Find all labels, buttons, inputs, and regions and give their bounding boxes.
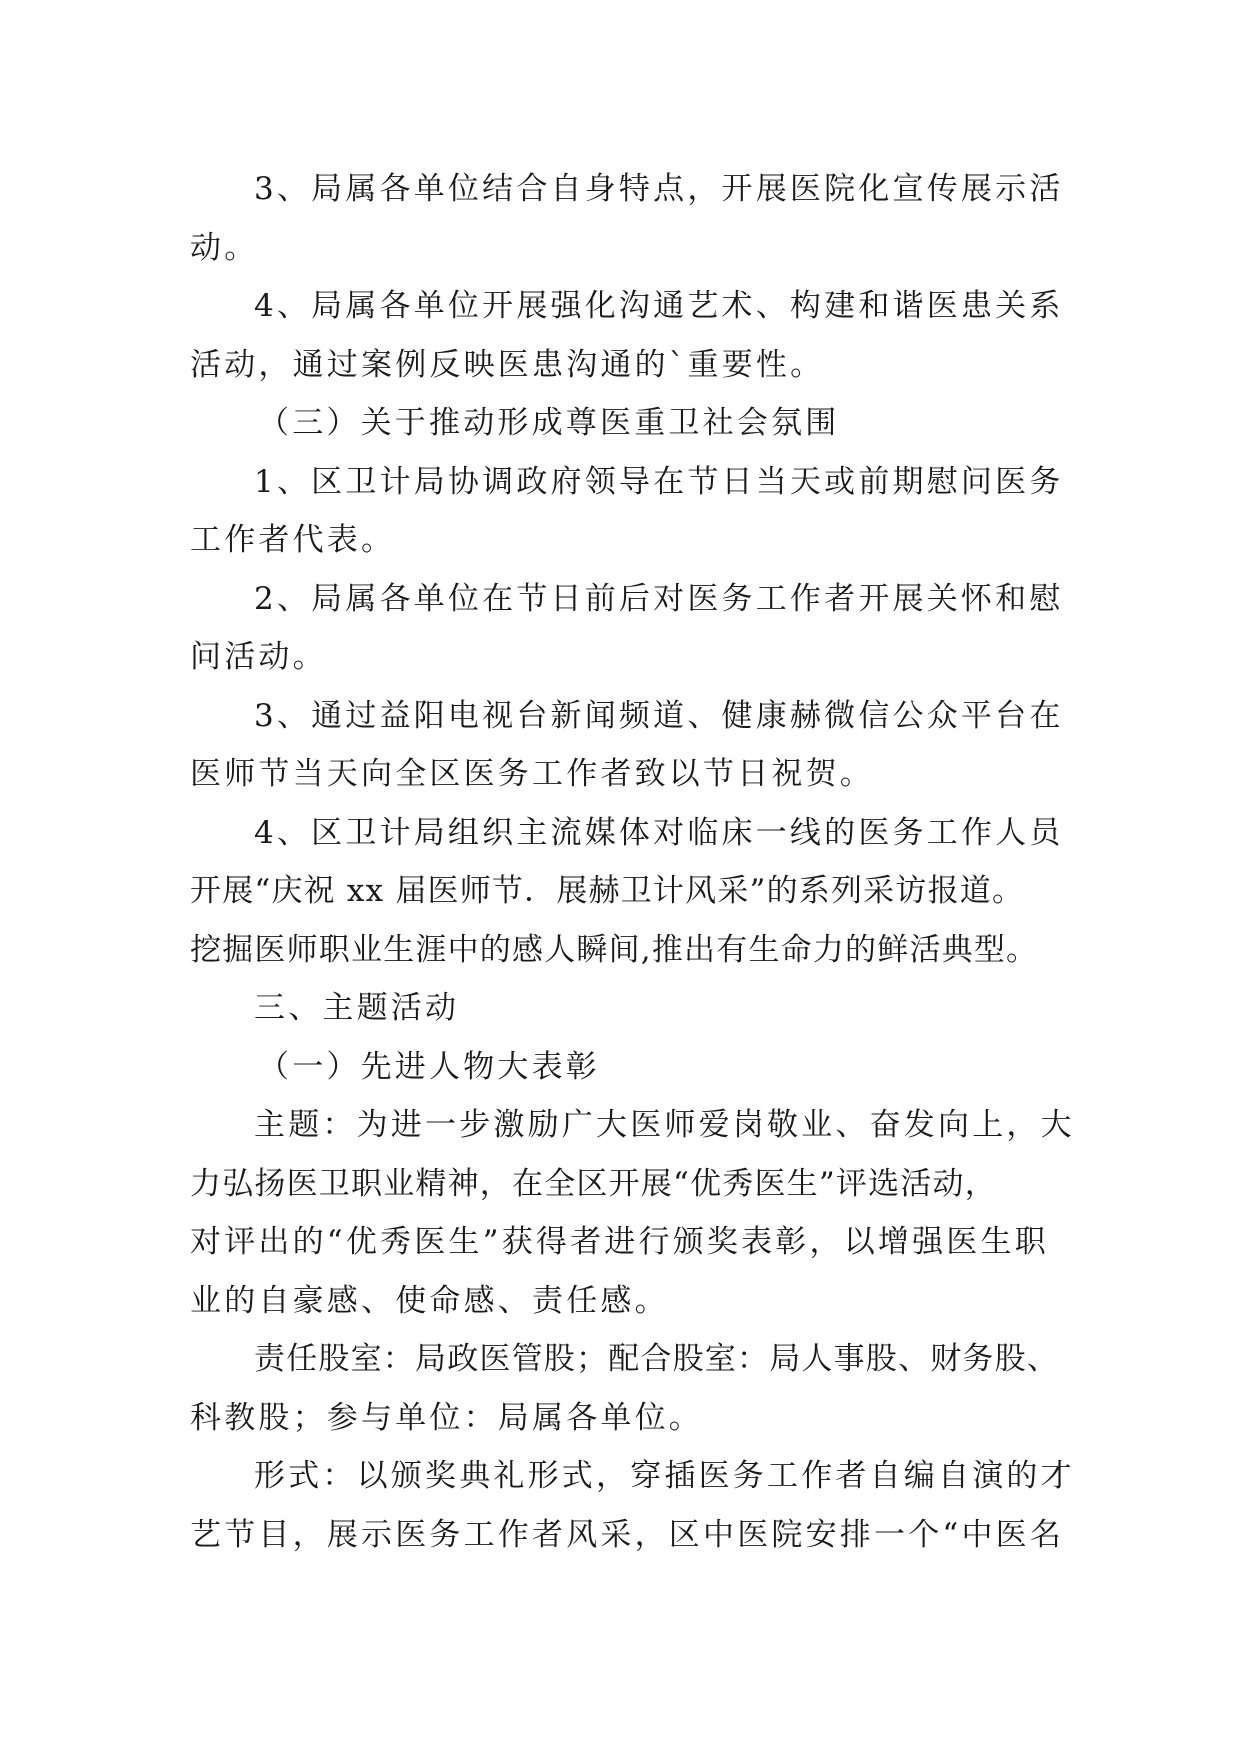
paragraph-line: 挖掘医师职业生涯中的感人瞬间,推出有生命力的鲜活典型。: [190, 931, 1039, 968]
section-heading: （三）关于推动形成尊医重卫社会氛围: [258, 405, 840, 441]
paragraph-line: 开展“庆祝 xx 届医师节．展赫卫计风采”的系列采访报道。: [190, 873, 1025, 909]
subsection-heading: （一）先进人物大表彰: [258, 1048, 600, 1085]
paragraph-line: 力弘扬医卫职业精神，在全区开展“优秀医生”评选活动，: [190, 1165, 997, 1202]
paragraph-line: 形式：以颁奖典礼形式，穿插医务工作者自编自演的才: [254, 1458, 1075, 1494]
paragraph-line: 2、局属各单位在节日前后对医务工作者开展关怀和慰: [254, 580, 1064, 617]
paragraph-line: 3、局属各单位结合自身特点，开展医院化宣传展示活: [254, 171, 1064, 207]
paragraph-line: 艺节目，展示医务工作者风采，区中医院安排一个“中医名: [190, 1516, 1065, 1553]
paragraph-line: 1、区卫计局协调政府领导在节日当天或前期慰问医务: [254, 463, 1064, 500]
paragraph-line: 4、局属各单位开展强化沟通艺术、构建和谐医患关系: [254, 288, 1064, 324]
paragraph-line: 科教股；参与单位：局属各单位。: [190, 1399, 703, 1436]
paragraph-line: 医师节当天向全区医务工作者致以节日祝贺。: [190, 756, 874, 792]
paragraph-line: 问活动。: [190, 639, 327, 675]
paragraph-line: 动。: [190, 229, 259, 266]
paragraph-line: 4、区卫计局组织主流媒体对临床一线的医务工作人员: [254, 814, 1064, 851]
paragraph-line: 对评出的“优秀医生”获得者进行颁奖表彰，以增强医生职: [190, 1224, 1049, 1260]
paragraph-line: 3、通过益阳电视台新闻频道、健康赫微信公众平台在: [254, 697, 1064, 734]
paragraph-line: 主题：为进一步激励广大医师爱岗敬业、奋发向上，大: [254, 1107, 1075, 1143]
paragraph-line: 业的自豪感、使命感、责任感。: [190, 1282, 669, 1319]
paragraph-line: 责任股室：局政医管股；配合股室：局人事股、财务股、: [254, 1341, 1059, 1377]
section-heading: 三、主题活动: [254, 990, 460, 1026]
paragraph-line: 工作者代表。: [190, 522, 396, 558]
paragraph-line: 活动，通过案例反映医患沟通的`重要性。: [190, 346, 825, 383]
body-text: [190, 160, 1075, 1564]
